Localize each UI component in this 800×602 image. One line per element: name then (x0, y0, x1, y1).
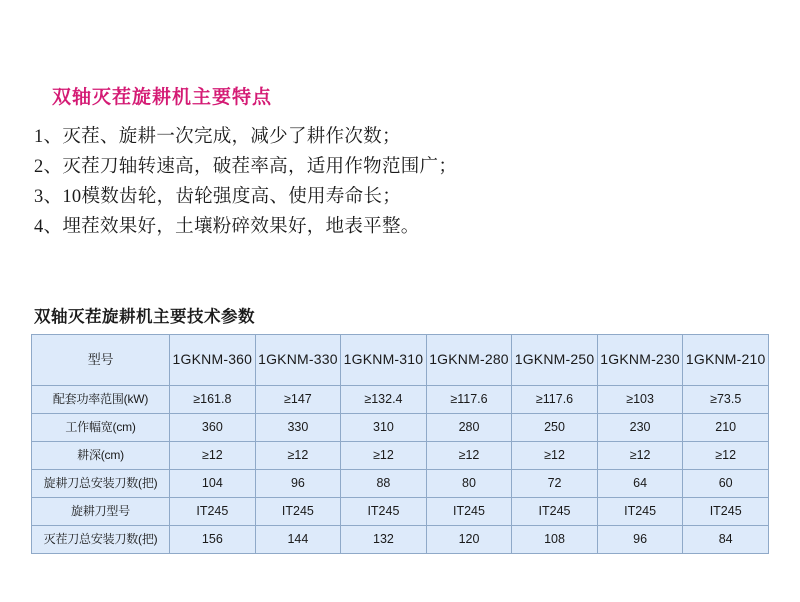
feature-item-2: 2、灭茬刀轴转速高，破茬率高，适用作物范围广； (34, 157, 458, 177)
cell-depth-7: ≥12 (683, 442, 769, 470)
cell-rotary-count-4: 80 (426, 470, 512, 498)
cell-power-4: ≥117.6 (426, 386, 512, 414)
cell-power-7: ≥73.5 (683, 386, 769, 414)
cell-width-4: 280 (426, 414, 512, 442)
table-row (32, 442, 769, 470)
table-header-model-2: 1GKNM-330 (255, 335, 341, 386)
feature-item-4: 4、埋茬效果好，土壤粉碎效果好，地表平整。 (34, 217, 420, 237)
row-label-stubble-blade-count: 灭茬刀总安装刀数(把) (32, 526, 170, 554)
row-label-depth: 耕深(cm) (32, 442, 170, 470)
cell-stubble-count-1: 156 (170, 526, 256, 554)
cell-stubble-count-7: 84 (683, 526, 769, 554)
table-header-model-7: 1GKNM-210 (683, 335, 769, 386)
table-row (32, 414, 769, 442)
cell-power-1: ≥161.8 (170, 386, 256, 414)
table-row (32, 386, 769, 414)
page-corner-bottom-left (0, 584, 16, 602)
cell-depth-6: ≥12 (597, 442, 683, 470)
table-row (32, 470, 769, 498)
table-header-model-6: 1GKNM-230 (597, 335, 683, 386)
cell-rotary-count-7: 60 (683, 470, 769, 498)
cell-width-7: 210 (683, 414, 769, 442)
row-label-power: 配套功率范围(kW) (32, 386, 170, 414)
cell-width-6: 230 (597, 414, 683, 442)
table-header-model-5: 1GKNM-250 (512, 335, 598, 386)
table-header-model-4: 1GKNM-280 (426, 335, 512, 386)
spec-table-title: 双轴灭茬旋耕机主要技术参数 (34, 307, 255, 326)
cell-stubble-count-5: 108 (512, 526, 598, 554)
cell-width-3: 310 (341, 414, 427, 442)
table-header-model-3: 1GKNM-310 (341, 335, 427, 386)
table-row (32, 498, 769, 526)
cell-rotary-count-5: 72 (512, 470, 598, 498)
cell-rotary-model-5: IT245 (512, 498, 598, 526)
cell-rotary-count-2: 96 (255, 470, 341, 498)
cell-depth-2: ≥12 (255, 442, 341, 470)
cell-width-5: 250 (512, 414, 598, 442)
cell-stubble-count-4: 120 (426, 526, 512, 554)
cell-rotary-count-3: 88 (341, 470, 427, 498)
cell-rotary-model-2: IT245 (255, 498, 341, 526)
cell-power-2: ≥147 (255, 386, 341, 414)
cell-power-6: ≥103 (597, 386, 683, 414)
spec-table (31, 334, 769, 554)
features-list (34, 122, 674, 242)
page-corner-bottom-right (784, 584, 800, 602)
table-header-model-1: 1GKNM-360 (170, 335, 256, 386)
page-corner-top-right (784, 0, 800, 16)
feature-item-1: 1、灭茬、旋耕一次完成，减少了耕作次数； (34, 127, 401, 147)
cell-depth-3: ≥12 (341, 442, 427, 470)
cell-depth-4: ≥12 (426, 442, 512, 470)
cell-stubble-count-3: 132 (341, 526, 427, 554)
table-header-label: 型号 (32, 335, 170, 386)
table-header-row (32, 335, 769, 386)
cell-stubble-count-6: 96 (597, 526, 683, 554)
cell-rotary-model-4: IT245 (426, 498, 512, 526)
cell-width-2: 330 (255, 414, 341, 442)
cell-power-5: ≥117.6 (512, 386, 598, 414)
cell-width-1: 360 (170, 414, 256, 442)
page-title: 双轴灭茬旋耕机主要特点 (52, 87, 273, 108)
cell-rotary-model-6: IT245 (597, 498, 683, 526)
row-label-rotary-blade-model: 旋耕刀型号 (32, 498, 170, 526)
cell-power-3: ≥132.4 (341, 386, 427, 414)
cell-rotary-count-1: 104 (170, 470, 256, 498)
cell-stubble-count-2: 144 (255, 526, 341, 554)
table-row (32, 526, 769, 554)
cell-rotary-model-7: IT245 (683, 498, 769, 526)
cell-rotary-model-3: IT245 (341, 498, 427, 526)
cell-rotary-count-6: 64 (597, 470, 683, 498)
row-label-width: 工作幅宽(cm) (32, 414, 170, 442)
spec-table-wrapper (31, 334, 769, 554)
cell-depth-1: ≥12 (170, 442, 256, 470)
cell-rotary-model-1: IT245 (170, 498, 256, 526)
page-corner-top-left (0, 0, 16, 16)
feature-item-3: 3、10模数齿轮，齿轮强度高、使用寿命长； (34, 187, 402, 207)
cell-depth-5: ≥12 (512, 442, 598, 470)
row-label-rotary-blade-count: 旋耕刀总安装刀数(把) (32, 470, 170, 498)
